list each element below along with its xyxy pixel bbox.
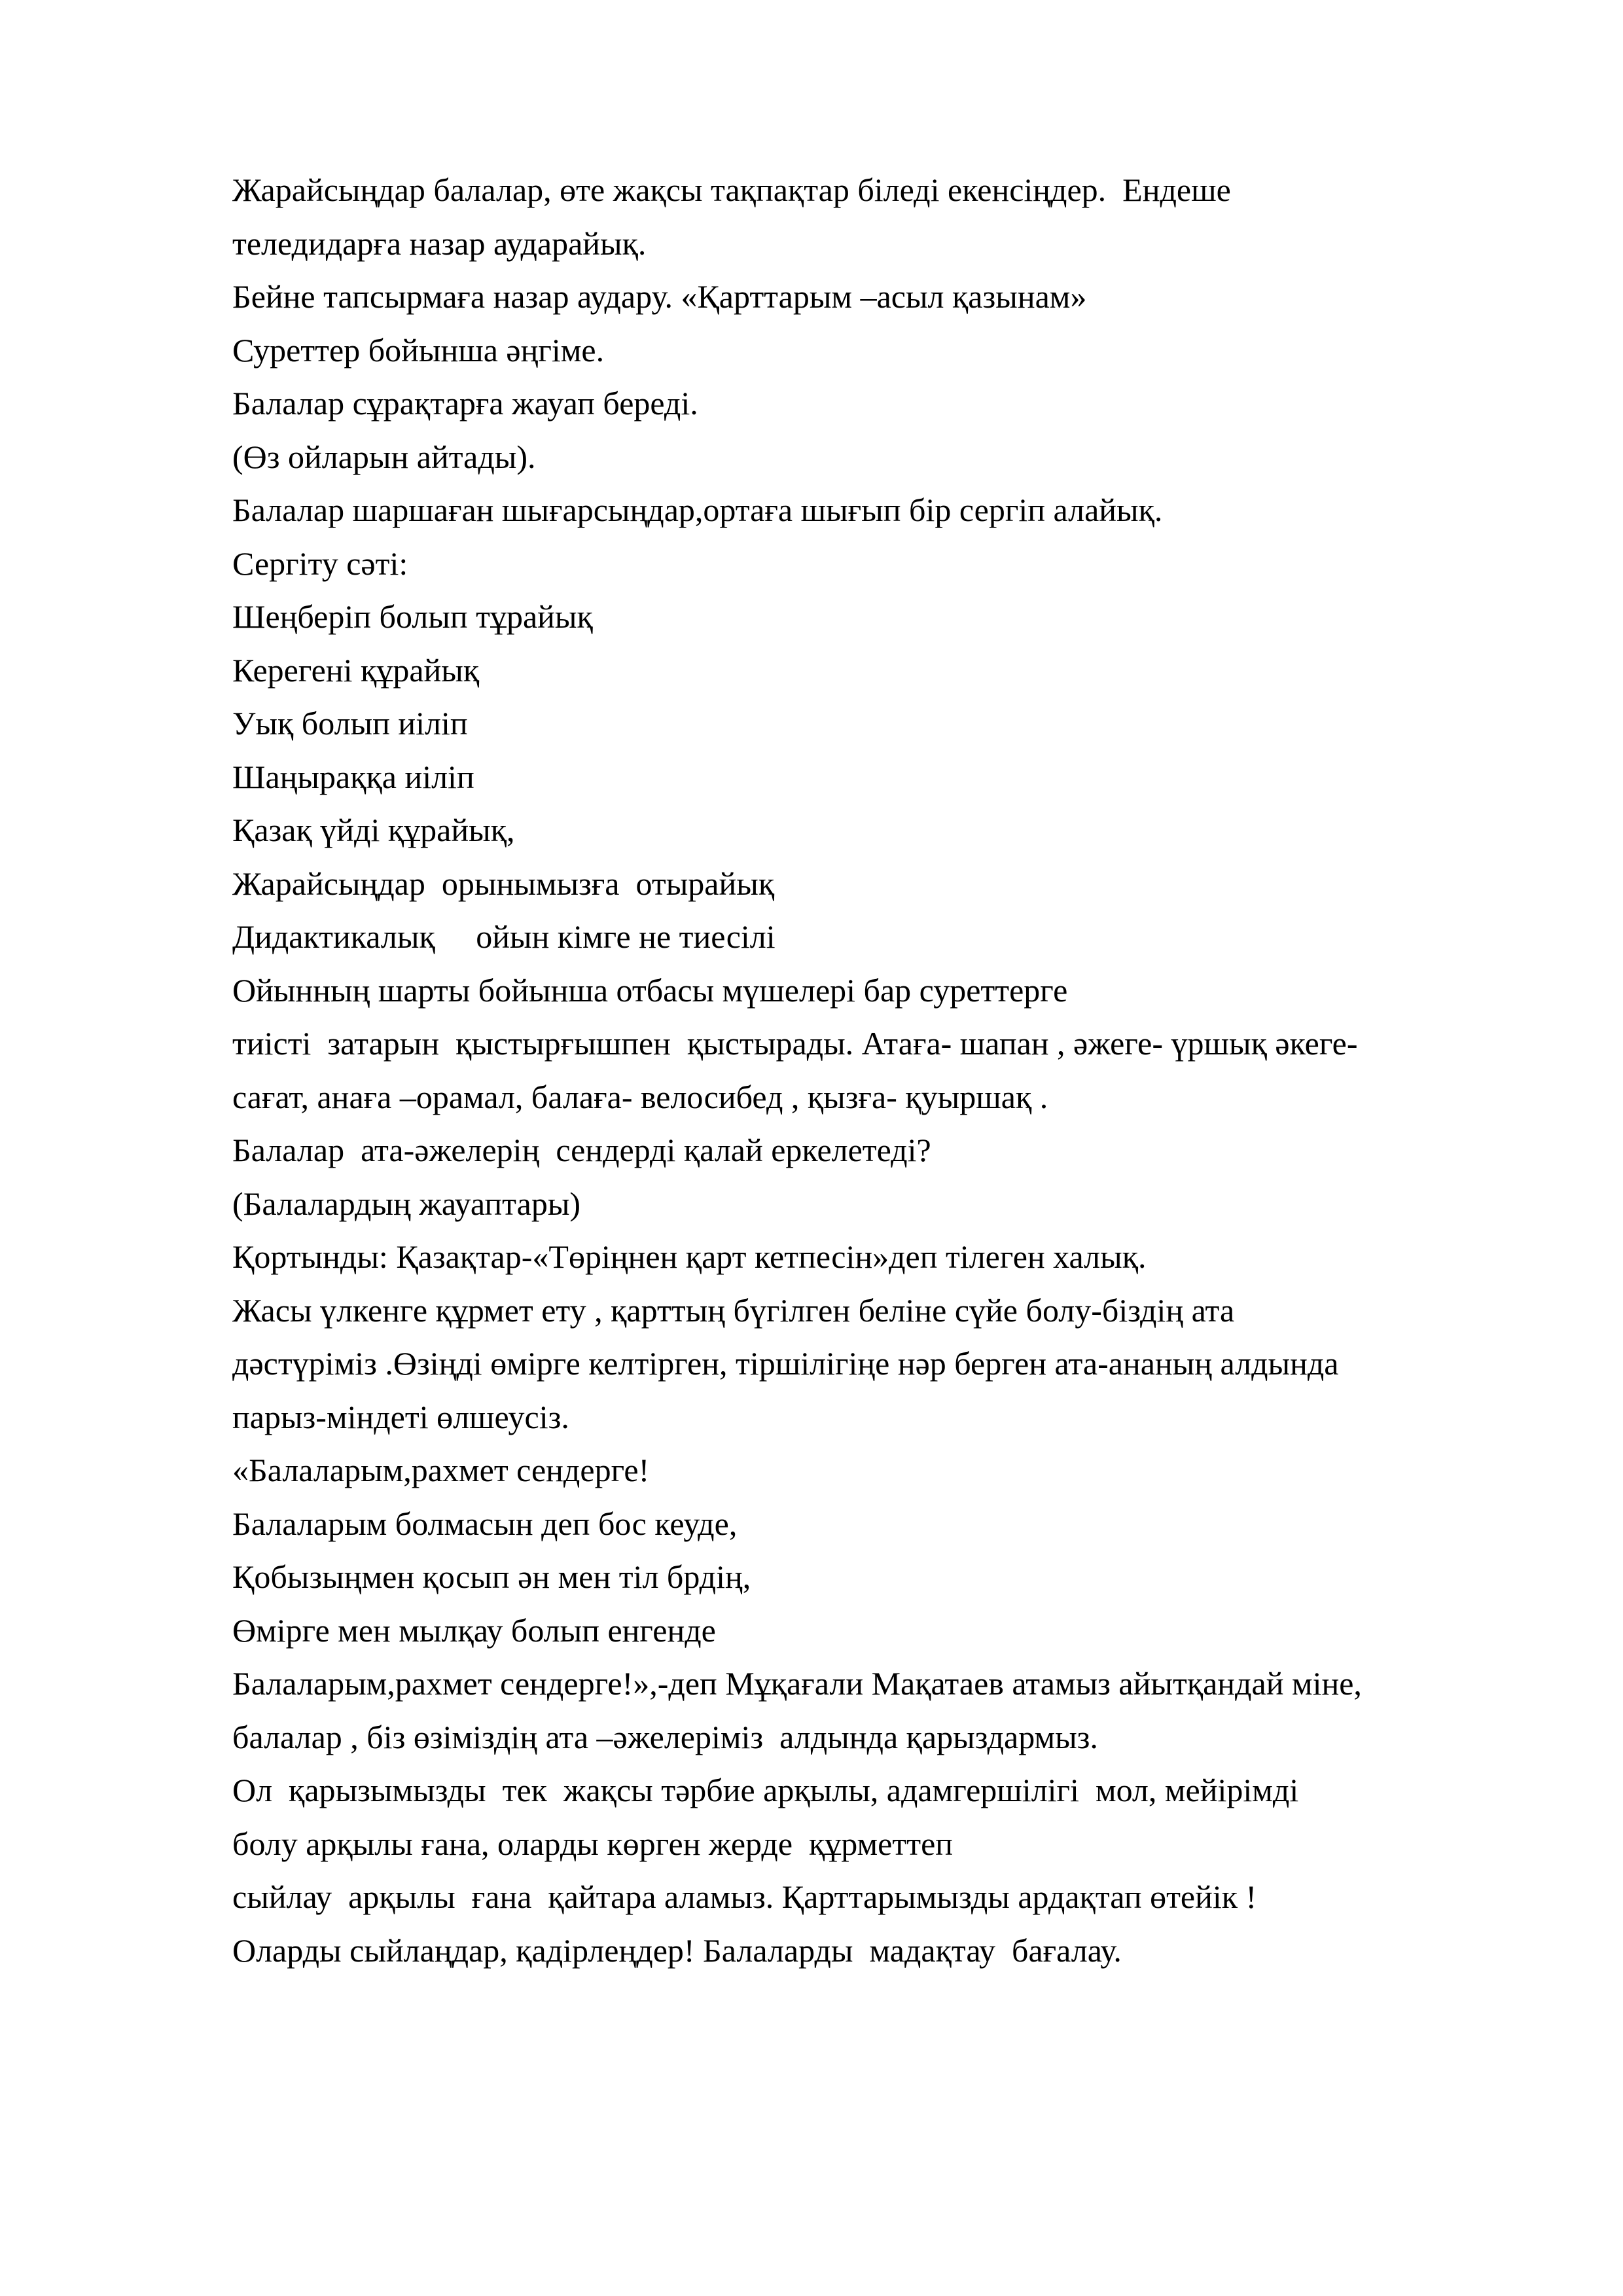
- text-line: Балаларым,рахмет сендерге!»,-деп Мұқағали Мақатаев атамыз айытқандай міне,: [232, 1665, 1362, 1702]
- text-line: Шеңберіп болып тұрайық: [232, 598, 593, 635]
- text-line: Жарайсыңдар балалар, өте жақсы тақпақтар біледі екенсіңдер. Ендеше: [232, 171, 1231, 208]
- text-line: Керегені құрайық: [232, 651, 480, 689]
- text-line: Жасы үлкенге құрмет ету , қарттың бүгілген беліне сүйе болу-біздің ата: [232, 1291, 1235, 1329]
- text-line: Бейне тапсырмаға назар аудару. «Қарттарым –асыл қазынам»: [232, 278, 1087, 315]
- text-line: теледидарға назар аударайық.: [232, 224, 647, 262]
- text-line: Шаңыраққа иіліп: [232, 758, 474, 795]
- text-line: Қобызыңмен қосып ән мен тіл брдің,: [232, 1558, 751, 1595]
- text-line: дәстүріміз .Өзіңді өмірге келтірген, тіршілігіңе нәр берген ата-ананың алдында: [232, 1345, 1339, 1382]
- text-line: балалар , біз өзіміздің ата –әжелеріміз алдында қарыздармыз.: [232, 1718, 1098, 1755]
- text-line: Қазақ үйді құрайық,: [232, 812, 515, 848]
- text-line: сағат, анаға –орамал, балаға- велосибед , қызға- қуыршақ .: [232, 1078, 1048, 1115]
- text-line: тиісті затарын қыстырғышпен қыстырады. Атаға- шапан , әжеге- үршық әкеге-: [232, 1025, 1358, 1062]
- text-line: Жарайсыңдар орынымызға отырайық: [232, 865, 775, 902]
- text-line: Ойынның шарты бойынша отбасы мүшелері бар суреттерге: [232, 971, 1068, 1009]
- text-line: Дидактикалық ойын кімге не тиесілі: [232, 918, 776, 955]
- text-line: Балалар ата-әжелерің сендерді қалай еркелетеді?: [232, 1132, 931, 1168]
- text-line: (Өз ойларын айтады).: [232, 438, 536, 475]
- text-line: Өмірге мен мылқау болып енгенде: [232, 1611, 716, 1649]
- text-line: Оларды сыйлаңдар, қадірлеңдер! Балаларды мадақтау бағалау.: [232, 1931, 1122, 1969]
- text-line: Суреттер бойынша әңгіме.: [232, 331, 605, 368]
- text-line: сыйлау арқылы ғана қайтара аламыз. Қарттарымызды ардақтап өтейік !: [232, 1878, 1257, 1915]
- text-line: «Балаларым,рахмет сендерге!: [232, 1452, 650, 1488]
- text-line: (Балалардың жауаптары): [232, 1185, 581, 1222]
- document-body: [232, 164, 1541, 1977]
- text-line: парыз-міндеті өлшеусіз.: [232, 1398, 569, 1435]
- text-line: Уық болып иіліп: [232, 705, 468, 742]
- text-line: Қортынды: Қазақтар-«Төріңнен қарт кетпесін»деп тілеген халық.: [232, 1238, 1147, 1275]
- text-line: Сергіту сәті:: [232, 545, 408, 582]
- text-line: Балаларым болмасын деп бос кеуде,: [232, 1505, 738, 1542]
- text-line: болу арқылы ғана, оларды көрген жерде құрметтеп: [232, 1825, 954, 1862]
- text-line: Балалар шаршаған шығарсыңдар,ортаға шығып бір сергіп алайық.: [232, 492, 1163, 528]
- text-line: Ол қарызымызды тек жақсы тәрбие арқылы, адамгершілігі мол, мейірімді: [232, 1772, 1299, 1808]
- text-line: Балалар сұрақтарға жауап береді.: [232, 385, 698, 422]
